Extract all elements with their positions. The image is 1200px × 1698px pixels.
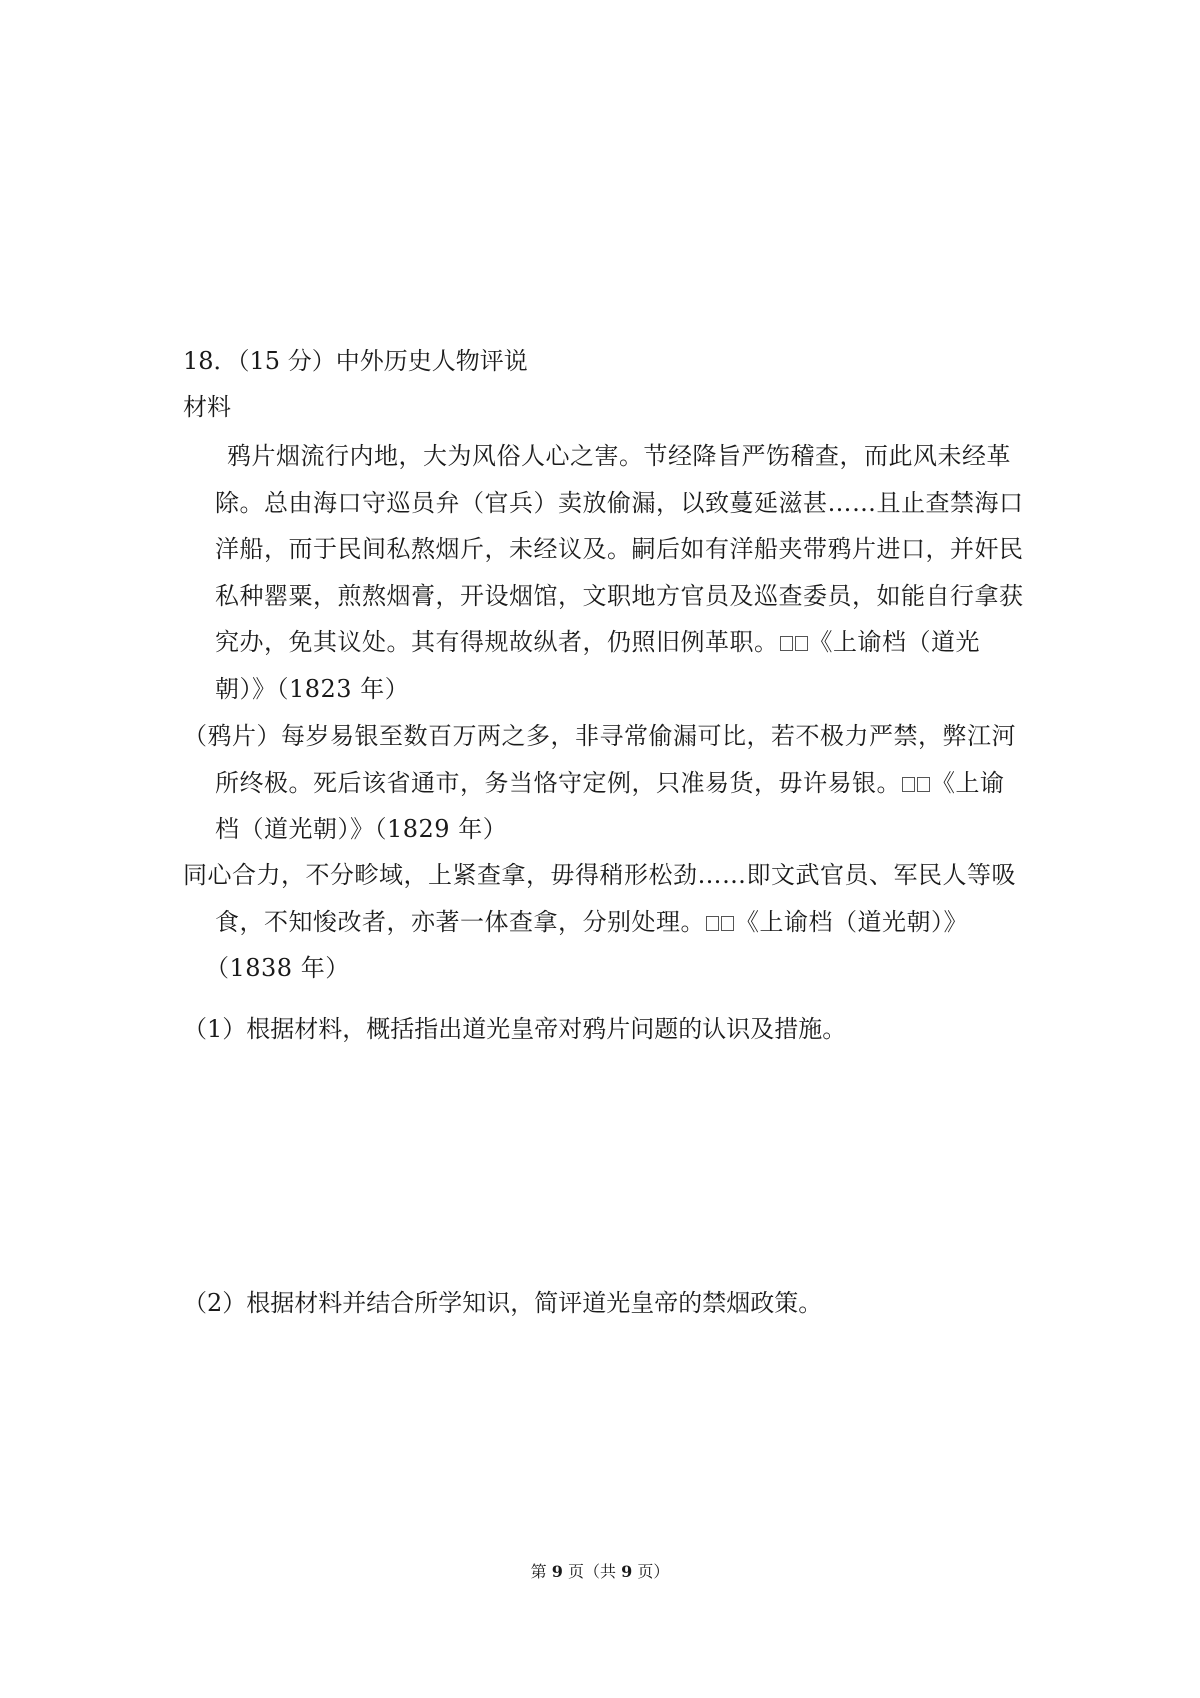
missing-glyph-box xyxy=(721,916,734,931)
material-2-line-2-text: 所终极。死后该省通市，务当恪守定例，只准易货，毋许易银。 xyxy=(215,768,901,797)
material-paragraph-1 xyxy=(183,433,1023,712)
material-1-source: 《上谕档（道光 xyxy=(808,628,980,656)
footer-total-pages: 9 xyxy=(621,1562,633,1581)
question-title: 18．（15 分）中外历史人物评说 xyxy=(183,347,528,375)
material-paragraph-3 xyxy=(183,852,1023,992)
material-1-line-1: 鸦片烟流行内地，大为风俗人心之害。节经降旨严饬稽查，而此风未经革 xyxy=(227,442,1011,470)
material-3-line-1: 同心合力，不分畛域，上紧查拿，毋得稍形松劲……即文武官员、军民人等吸 xyxy=(183,861,1016,889)
material-paragraph-2 xyxy=(183,713,1023,853)
material-2-line-3: 档（道光朝）》（1829 年） xyxy=(215,815,508,843)
missing-glyph-box xyxy=(780,636,793,651)
footer-page-number: 9 xyxy=(551,1562,563,1581)
missing-glyph-box xyxy=(795,636,808,651)
material-1-line-3: 洋船，而于民间私熬烟斤，未经议及。嗣后如有洋船夹带鸦片进口，并奸民 xyxy=(215,535,1024,563)
material-1-line-4: 私种罂粟，煎熬烟膏，开设烟馆，文职地方官员及巡查委员，如能自行拿获 xyxy=(215,581,1024,610)
material-3-source: 《上谕档（道光朝）》 xyxy=(735,907,968,936)
material-3-line-3: （1838 年） xyxy=(205,954,350,982)
sub-question-1: （1）根据材料，概括指出道光皇帝对鸦片问题的认识及措施。 xyxy=(183,1015,847,1043)
sub-question-2: （2）根据材料并结合所学知识，简评道光皇帝的禁烟政策。 xyxy=(183,1289,823,1317)
material-3-line-2 xyxy=(183,899,1023,946)
material-1-line-6: 朝）》（1823 年） xyxy=(215,674,410,703)
material-label: 材料 xyxy=(183,393,231,421)
material-2-line-1: （鸦片）每岁易银至数百万两之多，非寻常偷漏可比，若不极力严禁，弊江河 xyxy=(183,722,1016,750)
page-footer xyxy=(0,1561,1200,1583)
footer-suffix: 页） xyxy=(637,1562,670,1581)
missing-glyph-box xyxy=(706,916,719,931)
material-3-line-2-text: 食，不知悛改者，亦著一体查拿，分别处理。 xyxy=(215,907,705,936)
missing-glyph-box xyxy=(917,777,930,792)
material-1-line-5 xyxy=(183,619,1023,666)
footer-mid: 页（共 xyxy=(567,1562,616,1581)
material-1-line-5-text: 究办，免其议处。其有得规故纵者，仍照旧例革职。 xyxy=(215,628,779,656)
missing-glyph-box xyxy=(902,777,915,792)
material-2-line-2 xyxy=(183,760,1023,807)
footer-prefix: 第 xyxy=(530,1562,547,1581)
material-2-source: 《上谕 xyxy=(931,768,1005,797)
material-1-line-2: 除。总由海口守巡员弁（官兵）卖放偷漏，以致蔓延滋甚……且止查禁海口 xyxy=(215,488,1024,517)
